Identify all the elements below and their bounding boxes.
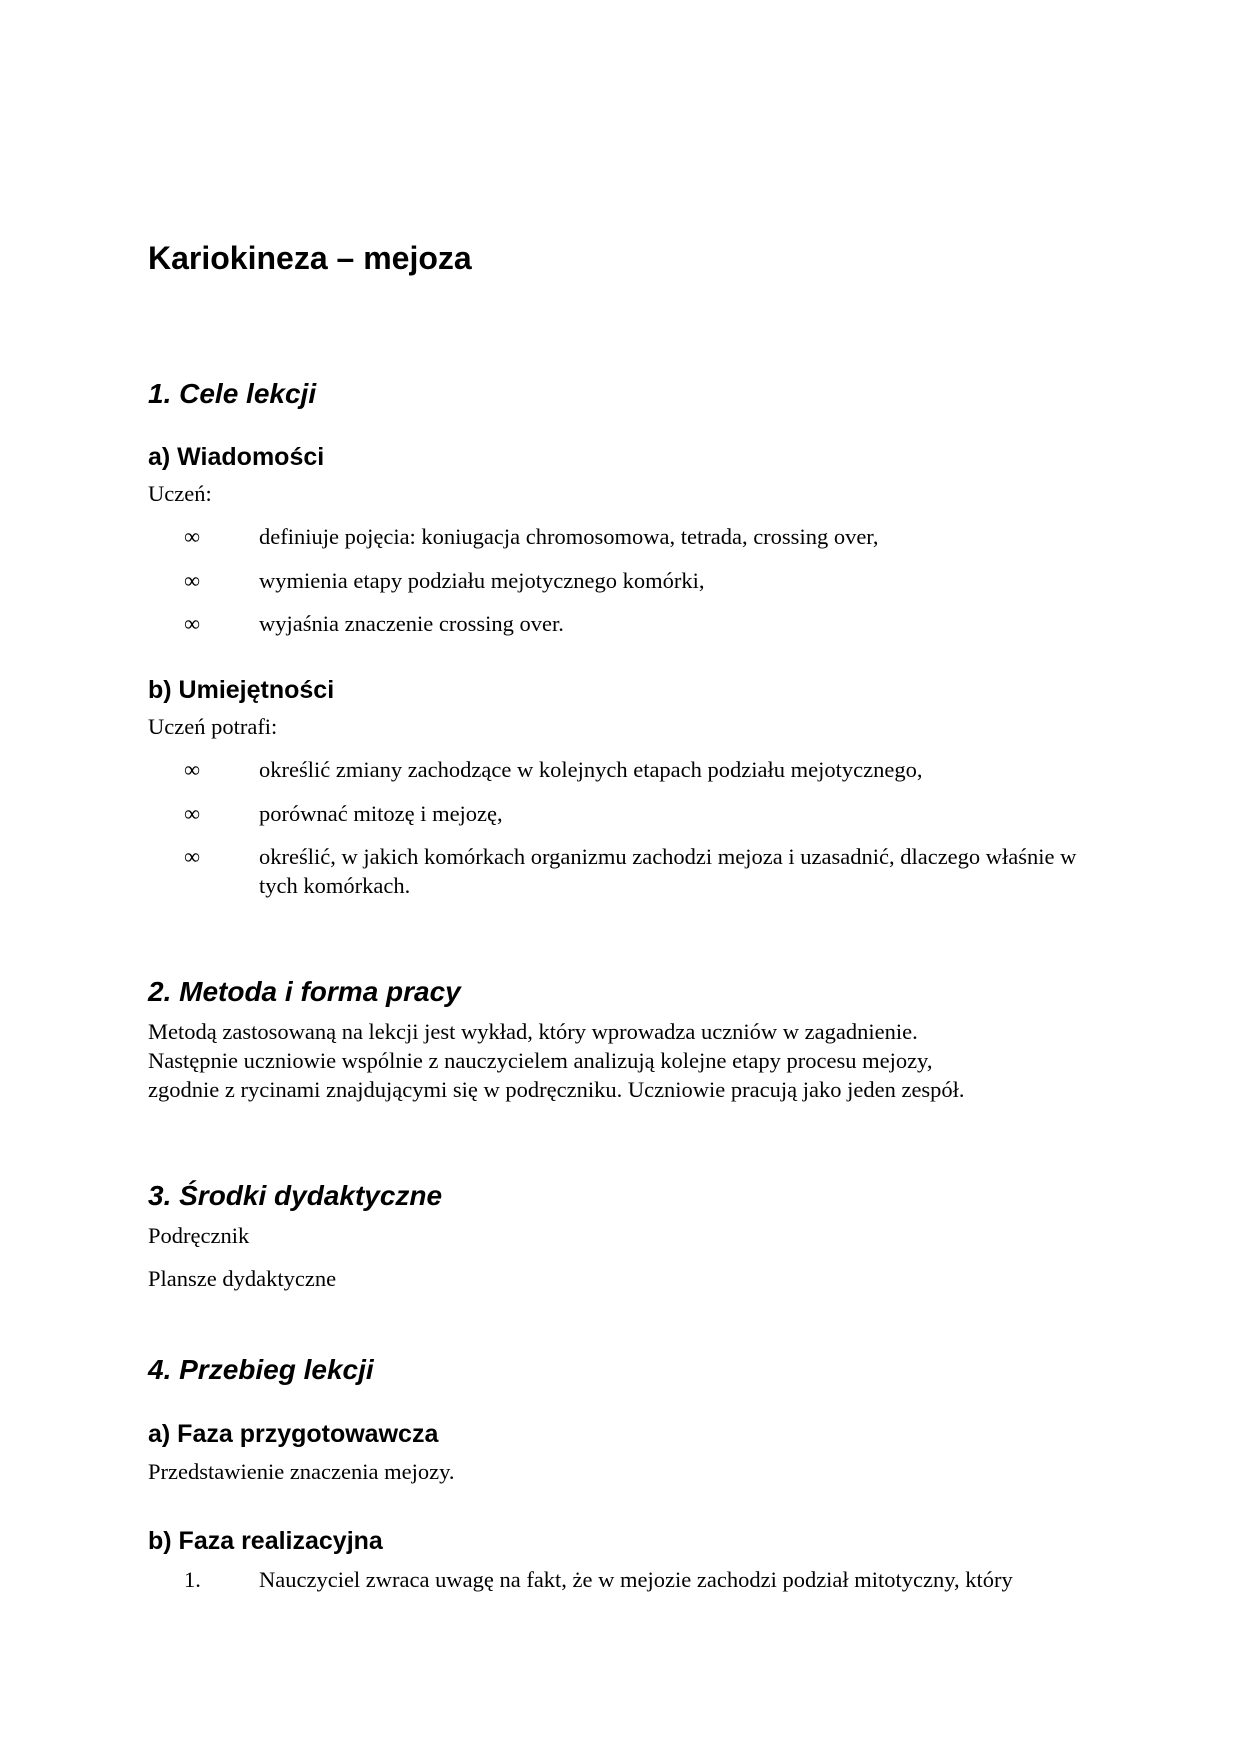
section-4b-heading: b) Faza realizacyjna bbox=[148, 1527, 383, 1555]
section-4-heading: 4. Przebieg lekcji bbox=[148, 1354, 374, 1385]
list-item-text: wymienia etapy podziału mejotycznego komórki, bbox=[259, 568, 705, 593]
section-1b-heading: b) Umiejętności bbox=[148, 676, 335, 704]
list-item-text: wyjaśnia znaczenie crossing over. bbox=[259, 611, 564, 636]
document-page bbox=[148, 0, 1108, 1755]
section-2-line: zgodnie z rycinami znajdującymi się w podręczniku. Uczniowie pracują jako jeden zespół. bbox=[148, 1077, 965, 1102]
section-2-line: Następnie uczniowie wspólnie z nauczycielem analizują kolejne etapy procesu mejozy, bbox=[148, 1048, 933, 1073]
page-title: Kariokineza – mejoza bbox=[148, 240, 472, 276]
list-item-text: Nauczyciel zwraca uwagę na fakt, że w mejozie zachodzi podział mitotyczny, który bbox=[259, 1567, 1013, 1592]
section-2-heading: 2. Metoda i forma pracy bbox=[148, 976, 461, 1007]
bullet-icon: ∞ bbox=[184, 524, 201, 549]
section-1b-intro: Uczeń potrafi: bbox=[148, 714, 278, 739]
bullet-icon: ∞ bbox=[184, 568, 201, 593]
section-1a-heading: a) Wiadomości bbox=[148, 443, 325, 471]
list-item-text: określić zmiany zachodzące w kolejnych etapach podziału mejotycznego, bbox=[259, 757, 923, 782]
section-3-heading: 3. Środki dydaktyczne bbox=[148, 1180, 443, 1211]
section-3-item: Podręcznik bbox=[148, 1223, 250, 1248]
list-item-text: definiuje pojęcia: koniugacja chromosomowa, tetrada, crossing over, bbox=[259, 524, 879, 549]
section-1-heading: 1. Cele lekcji bbox=[148, 378, 317, 409]
list-item-text: porównać mitozę i mejozę, bbox=[259, 801, 503, 826]
section-3-item: Plansze dydaktyczne bbox=[148, 1266, 337, 1291]
section-1a-intro: Uczeń: bbox=[148, 481, 212, 506]
section-4a-text: Przedstawienie znaczenia mejozy. bbox=[148, 1459, 455, 1484]
bullet-icon: ∞ bbox=[184, 757, 201, 782]
bullet-icon: ∞ bbox=[184, 801, 201, 826]
section-2-line: Metodą zastosowaną na lekcji jest wykład, który wprowadza uczniów w zagadnienie. bbox=[148, 1019, 918, 1044]
section-4a-heading: a) Faza przygotowawcza bbox=[148, 1420, 439, 1448]
bullet-icon: ∞ bbox=[184, 844, 201, 869]
list-number: 1. bbox=[184, 1567, 201, 1592]
bullet-icon: ∞ bbox=[184, 611, 201, 636]
list-item-text: określić, w jakich komórkach organizmu zachodzi mejoza i uzasadnić, dlaczego właśnie w tych komórkach. bbox=[259, 844, 1077, 898]
